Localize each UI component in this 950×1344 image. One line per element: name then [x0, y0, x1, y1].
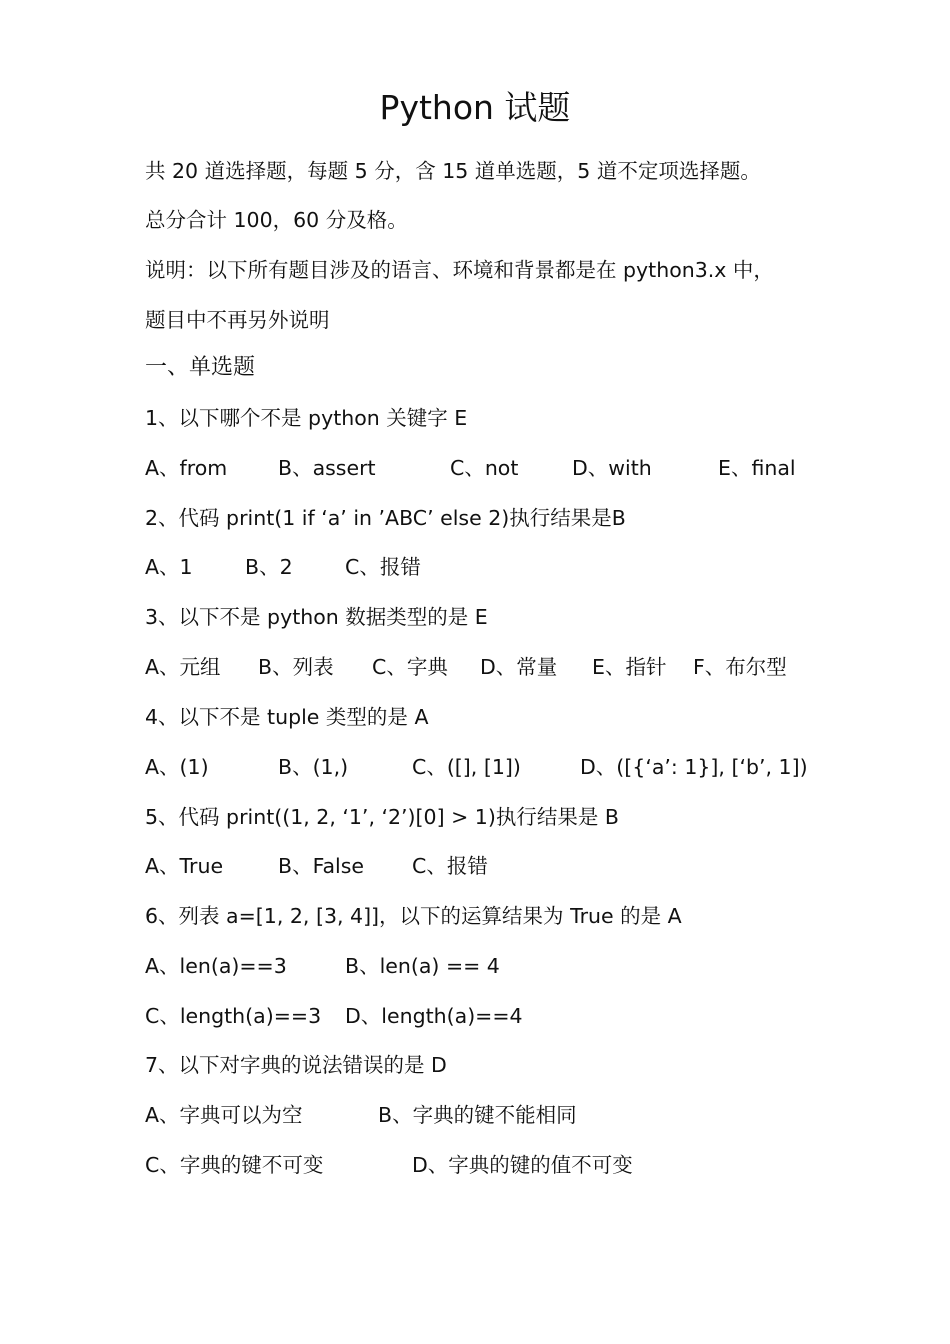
question-stem: 2、代码 print(1 if ‘a’ in ’ABC’ else 2)执行结果是B: [145, 506, 626, 530]
question-option: D、length(a)==4: [345, 1004, 523, 1028]
intro-line: 总分合计 100，60 分及格。: [145, 208, 408, 232]
question-option: A、len(a)==3: [145, 954, 287, 978]
question-option: E、指针: [592, 655, 667, 679]
question-option: C、报错: [412, 854, 488, 878]
section-title: 一、单选题: [145, 355, 256, 380]
question-option: D、字典的键的值不可变: [412, 1153, 633, 1177]
question-option: B、2: [245, 555, 293, 579]
question-option: D、with: [572, 456, 652, 480]
question-option: A、(1): [145, 755, 209, 779]
question-stem: 3、以下不是 python 数据类型的是 E: [145, 605, 488, 629]
question-option: A、字典可以为空: [145, 1103, 303, 1127]
question-option: C、([], [1]): [412, 755, 521, 779]
question-option: F、布尔型: [693, 655, 787, 679]
question-option: C、字典: [372, 655, 448, 679]
question-option: B、列表: [258, 655, 334, 679]
question-option: B、assert: [278, 456, 376, 480]
question-stem: 5、代码 print((1, 2, ‘1’, ‘2’)[0] > 1)执行结果是 B: [145, 805, 619, 829]
question-option: C、not: [450, 456, 519, 480]
question-stem: 4、以下不是 tuple 类型的是 A: [145, 705, 429, 729]
question-stem: 1、以下哪个不是 python 关键字 E: [145, 406, 468, 430]
intro-line: 说明：以下所有题目涉及的语言、环境和背景都是在 python3.x 中，: [145, 258, 774, 282]
question-option: C、字典的键不可变: [145, 1153, 324, 1177]
question-stem: 6、列表 a=[1, 2, [3, 4]]，以下的运算结果为 True 的是 A: [145, 904, 682, 928]
question-option: C、报错: [345, 555, 421, 579]
question-stem: 7、以下对字典的说法错误的是 D: [145, 1053, 447, 1077]
question-option: A、from: [145, 456, 228, 480]
question-option: A、元组: [145, 655, 221, 679]
question-option: A、1: [145, 555, 193, 579]
page-title: Python 试题: [379, 88, 571, 127]
question-option: D、常量: [480, 655, 558, 679]
question-option: B、字典的键不能相同: [378, 1103, 577, 1127]
question-option: B、(1,): [278, 755, 349, 779]
question-option: C、length(a)==3: [145, 1004, 322, 1028]
question-option: A、True: [145, 854, 224, 878]
question-option: D、([{‘a’: 1}], [‘b’, 1]): [580, 755, 808, 779]
question-option: B、len(a) == 4: [345, 954, 500, 978]
intro-line: 共 20 道选择题，每题 5 分，含 15 道单选题，5 道不定项选择题。: [145, 159, 761, 183]
question-option: E、final: [718, 456, 796, 480]
intro-line: 题目中不再另外说明: [145, 308, 330, 332]
question-option: B、False: [278, 854, 365, 878]
